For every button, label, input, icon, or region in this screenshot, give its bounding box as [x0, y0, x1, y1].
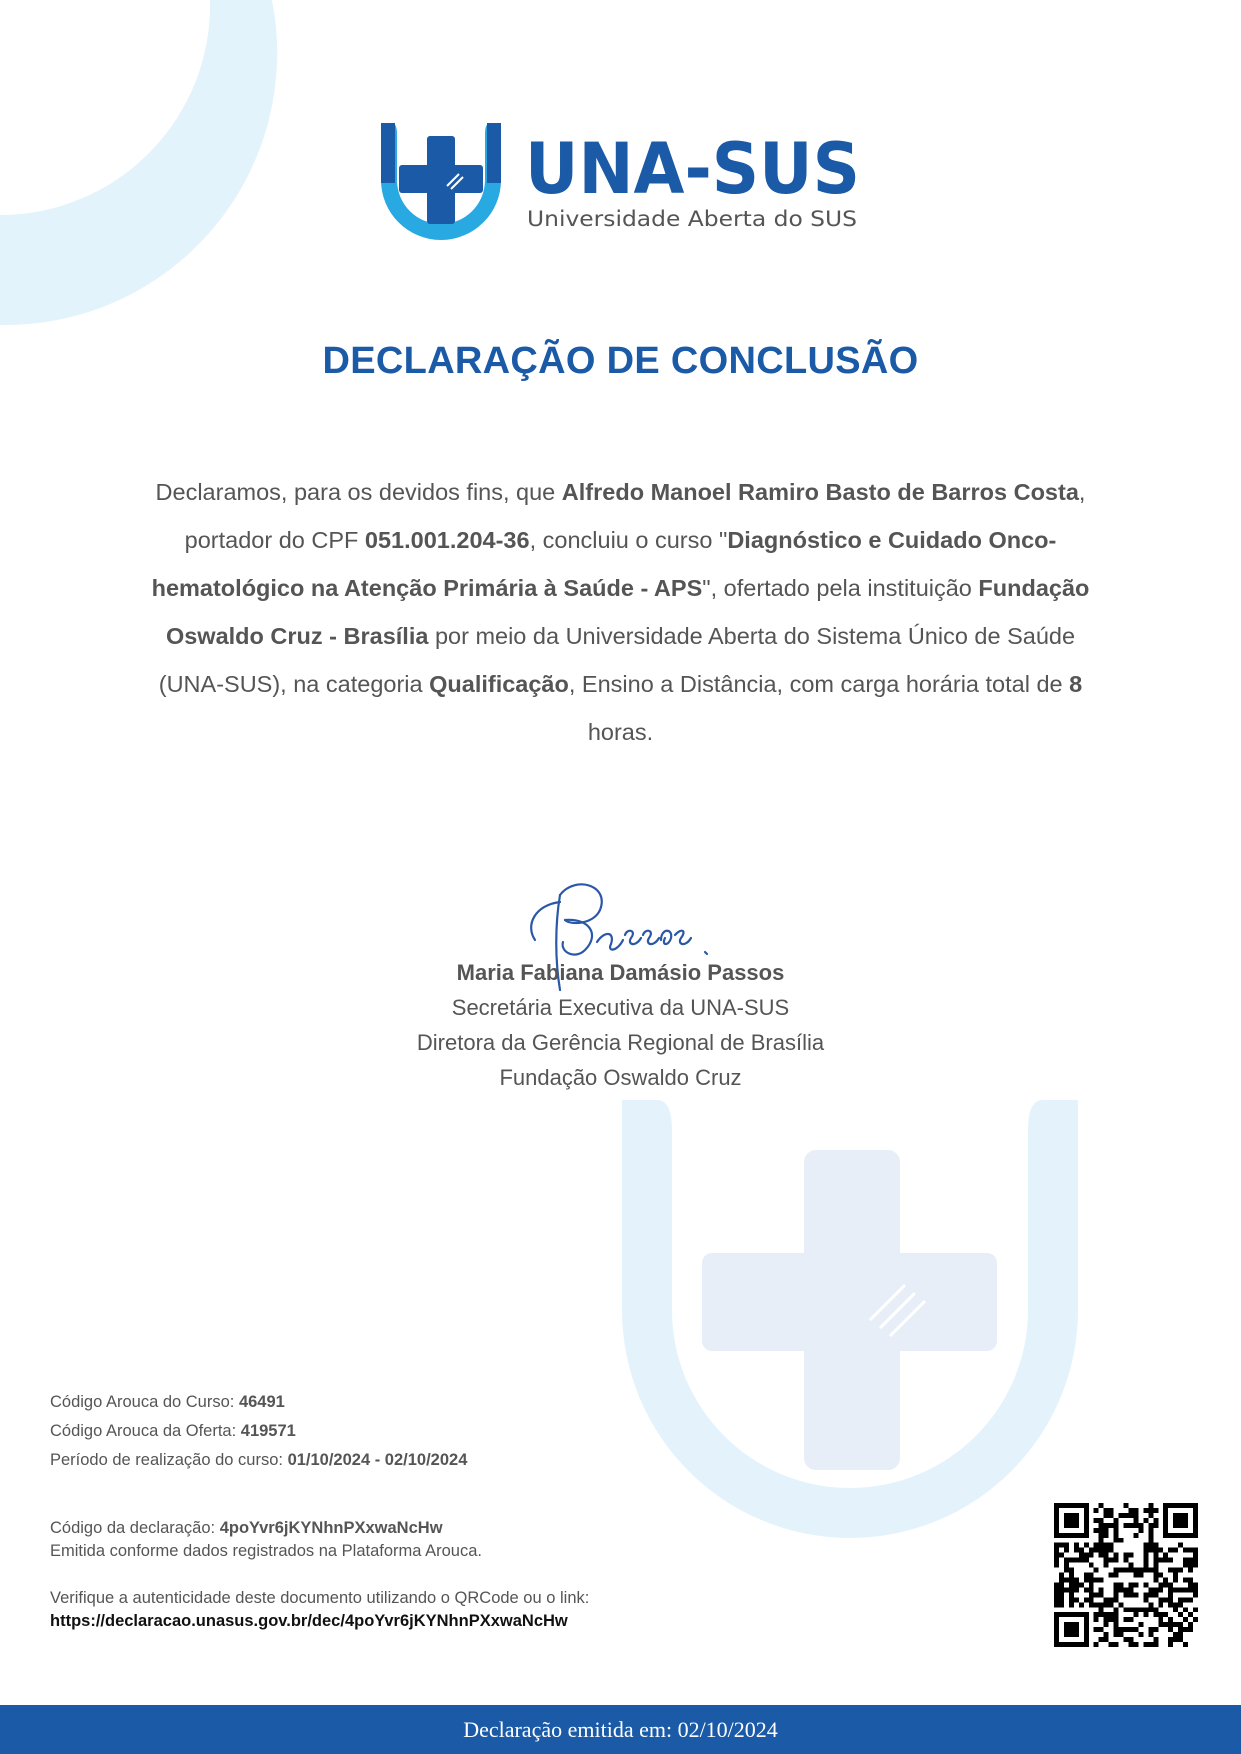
footer-bar	[0, 1705, 1241, 1754]
period-line	[50, 1446, 467, 1475]
verify-block	[50, 1587, 589, 1633]
signatory-block	[0, 955, 1241, 1095]
declaration-intro: Declaramos, para os devidos fins, que	[155, 479, 562, 505]
course-code-value: 46491	[238, 1393, 285, 1411]
institution-name: Fundação Oswaldo Cruz - Brasília	[165, 575, 1090, 649]
una-sus-logo	[375, 118, 875, 258]
qr-code[interactable]	[1054, 1503, 1198, 1647]
signatory-name: Maria Fabiana Damásio Passos	[456, 960, 785, 985]
course-prefix: , concluiu o curso "	[529, 527, 728, 553]
course-name: Diagnóstico e Cuidado Onco-hematológico na Atenção Primária à Saúde - APS	[151, 527, 1057, 601]
signatory-role-2: Diretora da Gerência Regional de Brasília	[416, 1030, 825, 1055]
period-label: Período de realização do curso:	[50, 1451, 288, 1469]
hours-suffix: horas.	[587, 719, 654, 745]
course-code-line	[50, 1388, 467, 1417]
offer-code-line	[50, 1417, 467, 1446]
issued-note: Emitida conforme dados registrados na Plataforma Arouca.	[50, 1542, 482, 1560]
document-title: DECLARAÇÃO DE CONCLUSÃO	[322, 340, 919, 382]
verify-link[interactable]: https://declaracao.unasus.gov.br/dec/4poYvr6jKYNhnPXxwaNcHw	[50, 1612, 568, 1630]
hours-prefix: , Ensino a Distância, com carga horária total de	[568, 671, 1070, 697]
declaration-code-line	[50, 1517, 482, 1540]
course-code-label: Código Arouca do Curso:	[50, 1393, 239, 1411]
declaration-code-block	[50, 1517, 482, 1563]
declaration-code-value: 4poYvr6jKYNhnPXxwaNcHw	[219, 1519, 443, 1537]
offer-code-label: Código Arouca da Oferta:	[50, 1422, 241, 1440]
offer-code-value: 419571	[240, 1422, 296, 1440]
cpf-prefix: , portador do CPF	[184, 479, 1086, 553]
corner-arc-decoration	[0, 0, 280, 330]
signatory-role-1: Secretária Executiva da UNA-SUS	[451, 995, 790, 1020]
student-name: Alfredo Manoel Ramiro Basto de Barros Costa	[561, 479, 1079, 505]
footer-issued-date: Declaração emitida em: 02/10/2024	[463, 1717, 778, 1742]
course-metadata	[50, 1388, 467, 1475]
category-name: Qualificação	[429, 671, 569, 697]
verify-text: Verifique a autenticidade deste documento utilizando o QRCode ou o link:	[50, 1589, 590, 1607]
hours-value: 8	[1069, 671, 1083, 697]
cpf-number: 051.001.204-36	[364, 527, 530, 553]
declaration-code-label: Código da declaração:	[50, 1519, 220, 1537]
watermark-logo	[600, 1100, 1100, 1550]
signatory-role-3: Fundação Oswaldo Cruz	[499, 1065, 742, 1090]
period-value: 01/10/2024 - 02/10/2024	[287, 1451, 468, 1469]
declaration-text	[140, 468, 1101, 756]
institution-prefix: ", ofertado pela instituição	[702, 575, 979, 601]
logo-subtitle: Universidade Aberta do SUS	[527, 207, 857, 231]
category-prefix: por meio da Universidade Aberta do Sistema Único de Saúde (UNA-SUS), na categoria	[158, 623, 1076, 697]
logo-name: UNA-SUS	[525, 128, 860, 210]
